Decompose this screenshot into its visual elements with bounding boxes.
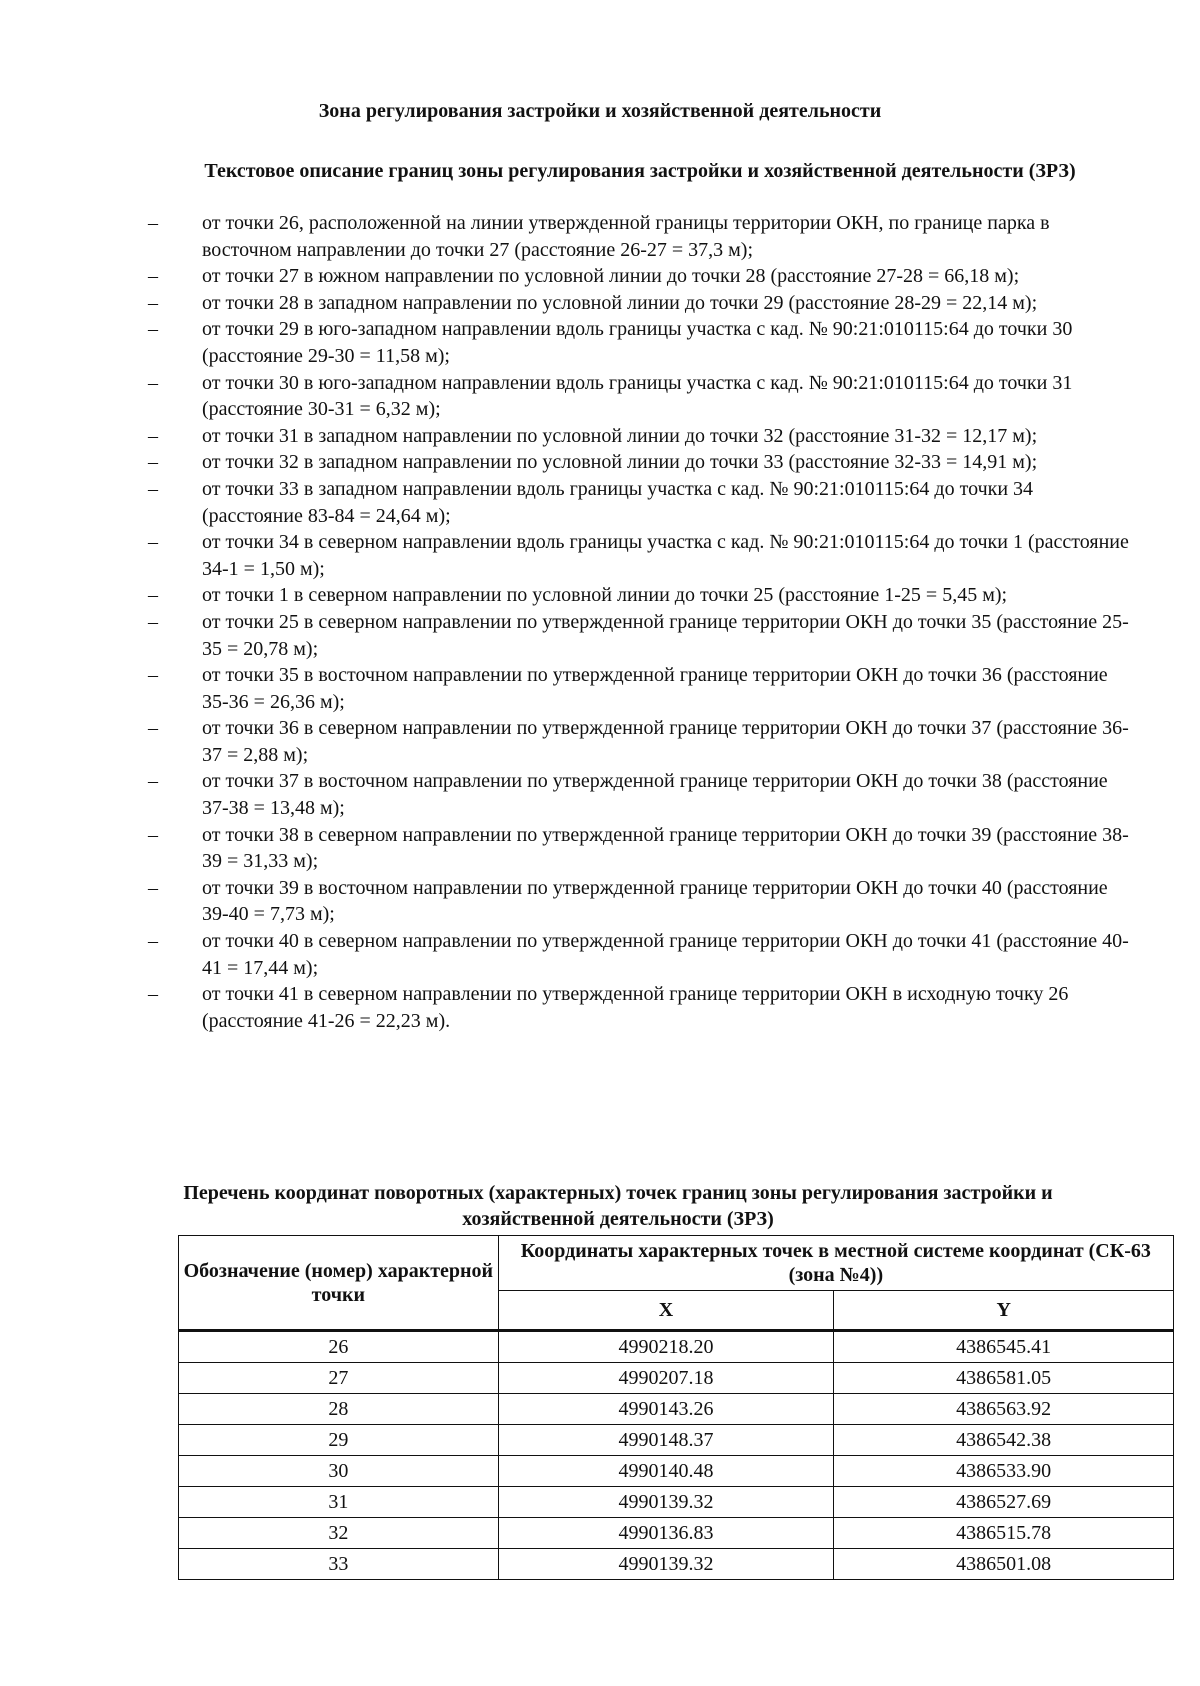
list-bullet: – xyxy=(148,983,158,1006)
list-bullet: – xyxy=(148,930,158,953)
list-item-text: от точки 38 в северном направлении по утвержденной границе территории ОКН до точки 39 (расстояние 38-39 = 31,33 м); xyxy=(202,823,1129,873)
section-heading-coordinates: Перечень координат поворотных (характерных) точек границ зоны регулирования застройки и хозяйственной деятельности (ЗРЗ) xyxy=(183,1182,1053,1230)
table-row xyxy=(179,1425,1174,1456)
cell-x: 4990143.26 xyxy=(498,1394,834,1425)
list-bullet: – xyxy=(148,424,158,447)
list-item xyxy=(148,928,1138,981)
list-item xyxy=(148,529,1138,582)
cell-y: 4386581.05 xyxy=(834,1363,1174,1394)
column-header-coordinates: Координаты характерных точек в местной системе координат (СК-63 (зона №4)) xyxy=(498,1236,1173,1291)
table-row xyxy=(179,1331,1174,1363)
cell-y: 4386533.90 xyxy=(834,1456,1174,1487)
list-bullet: – xyxy=(148,291,158,314)
list-item-text: от точки 1 в северном направлении по условной линии до точки 25 (расстояние 1-25 = 5,45 м); xyxy=(202,584,1008,607)
list-item-text: от точки 36 в северном направлении по утвержденной границе территории ОКН до точки 37 (расстояние 36-37 = 2,88 м); xyxy=(202,717,1129,766)
list-item xyxy=(148,316,1138,369)
cell-point: 33 xyxy=(179,1549,499,1580)
list-bullet: – xyxy=(148,451,158,474)
cell-point: 26 xyxy=(179,1331,499,1363)
list-item-text: от точки 29 в юго-западном направлении вдоль границы участка с кад. № 90:21:010115:64 до точки 30 (расстояние 29-30 = 11,58 м); xyxy=(202,318,1073,367)
table-row xyxy=(179,1487,1174,1518)
list-bullet: – xyxy=(148,318,158,341)
table-row xyxy=(179,1363,1174,1394)
cell-point: 32 xyxy=(179,1518,499,1549)
column-header-x: X xyxy=(498,1291,834,1331)
list-item-text: от точки 34 в северном направлении вдоль границы участка с кад. № 90:21:010115:64 до точки 1 (расстояние 34-1 = 1,50 м); xyxy=(202,531,1129,580)
list-item-text: от точки 30 в юго-западном направлении вдоль границы участка с кад. № 90:21:010115:64 до точки 31 (расстояние 30-31 = 6,32 м); xyxy=(202,371,1073,421)
table-row xyxy=(179,1518,1174,1549)
cell-y: 4386501.08 xyxy=(834,1549,1174,1580)
boundary-description-list xyxy=(148,210,1138,1034)
list-item xyxy=(148,423,1138,450)
list-item xyxy=(148,609,1138,662)
cell-x: 4990136.83 xyxy=(498,1518,834,1549)
list-item-text: от точки 33 в западном направлении вдоль границы участка с кад. № 90:21:010115:64 до точки 34 (расстояние 83-84 = 24,64 м); xyxy=(202,477,1034,527)
table-body xyxy=(179,1331,1174,1580)
list-item xyxy=(148,875,1138,928)
list-bullet: – xyxy=(148,770,158,793)
cell-x: 4990218.20 xyxy=(498,1331,834,1363)
list-bullet: – xyxy=(148,876,158,899)
cell-x: 4990139.32 xyxy=(498,1549,834,1580)
list-item xyxy=(148,768,1138,821)
cell-x: 4990139.32 xyxy=(498,1487,834,1518)
list-item xyxy=(148,715,1138,768)
list-item-text: от точки 25 в северном направлении по утвержденной границе территории ОКН до точки 35 (расстояние 25-35 = 20,78 м); xyxy=(202,610,1129,660)
list-item-text: от точки 37 в восточном направлении по утвержденной границе территории ОКН до точки 38 (расстояние 37-38 = 13,48 м); xyxy=(202,770,1108,820)
list-bullet: – xyxy=(148,823,158,846)
cell-y: 4386527.69 xyxy=(834,1487,1174,1518)
table-row xyxy=(179,1394,1174,1425)
list-item xyxy=(148,370,1138,423)
list-bullet: – xyxy=(148,371,158,394)
cell-y: 4386545.41 xyxy=(834,1331,1174,1363)
cell-x: 4990140.48 xyxy=(498,1456,834,1487)
list-item-text: от точки 26, расположенной на линии утвержденной границы территории ОКН, по границе парка в восточном направлении до точки 27 (расстояние 26-27 = 37,3 м); xyxy=(202,212,1050,261)
list-item xyxy=(148,981,1138,1034)
list-bullet: – xyxy=(148,531,158,554)
list-item xyxy=(148,476,1138,529)
list-bullet: – xyxy=(148,717,158,740)
list-item-text: от точки 41 в северном направлении по утвержденной границе территории ОКН в исходную точку 26 (расстояние 41-26 = 22,23 м). xyxy=(202,983,1069,1032)
cell-x: 4990207.18 xyxy=(498,1363,834,1394)
list-item xyxy=(148,290,1138,317)
cell-point: 29 xyxy=(179,1425,499,1456)
list-item xyxy=(148,822,1138,875)
list-bullet: – xyxy=(148,584,158,607)
list-bullet: – xyxy=(148,265,158,288)
list-bullet: – xyxy=(148,610,158,633)
list-bullet: – xyxy=(148,664,158,687)
list-item xyxy=(148,263,1138,290)
list-item-text: от точки 27 в южном направлении по условной линии до точки 28 (расстояние 27-28 = 66,18 м); xyxy=(202,265,1020,288)
list-item xyxy=(148,449,1138,476)
list-item xyxy=(148,582,1138,609)
cell-point: 28 xyxy=(179,1394,499,1425)
cell-point: 31 xyxy=(179,1487,499,1518)
list-bullet: – xyxy=(148,477,158,500)
cell-point: 30 xyxy=(179,1456,499,1487)
cell-point: 27 xyxy=(179,1363,499,1394)
cell-y: 4386563.92 xyxy=(834,1394,1174,1425)
cell-y: 4386542.38 xyxy=(834,1425,1174,1456)
list-item-text: от точки 35 в восточном направлении по утвержденной границе территории ОКН до точки 36 (расстояние 35-36 = 26,36 м); xyxy=(202,664,1108,713)
list-item xyxy=(148,662,1138,715)
list-item-text: от точки 31 в западном направлении по условной линии до точки 32 (расстояние 31-32 = 12,17 м); xyxy=(202,424,1038,447)
section-heading-description: Текстовое описание границ зоны регулирования застройки и хозяйственной деятельности (ЗРЗ) xyxy=(204,160,1076,182)
table-header xyxy=(179,1236,1174,1331)
column-header-point: Обозначение (номер) характерной точки xyxy=(179,1236,499,1331)
column-header-y: Y xyxy=(834,1291,1174,1331)
table-row xyxy=(179,1456,1174,1487)
list-item-text: от точки 40 в северном направлении по утвержденной границе территории ОКН до точки 41 (расстояние 40-41 = 17,44 м); xyxy=(202,930,1129,979)
list-item-text: от точки 39 в восточном направлении по утвержденной границе территории ОКН до точки 40 (расстояние 39-40 = 7,73 м); xyxy=(202,876,1108,926)
cell-x: 4990148.37 xyxy=(498,1425,834,1456)
list-item-text: от точки 28 в западном направлении по условной линии до точки 29 (расстояние 28-29 = 22,14 м); xyxy=(202,291,1038,314)
list-bullet: – xyxy=(148,212,158,234)
table-row xyxy=(179,1549,1174,1580)
list-item xyxy=(148,210,1138,263)
coordinates-table xyxy=(178,1235,1174,1580)
document-title: Зона регулирования застройки и хозяйственной деятельности xyxy=(318,100,882,122)
list-item-text: от точки 32 в западном направлении по условной линии до точки 33 (расстояние 32-33 = 14,91 м); xyxy=(202,451,1038,474)
cell-y: 4386515.78 xyxy=(834,1518,1174,1549)
